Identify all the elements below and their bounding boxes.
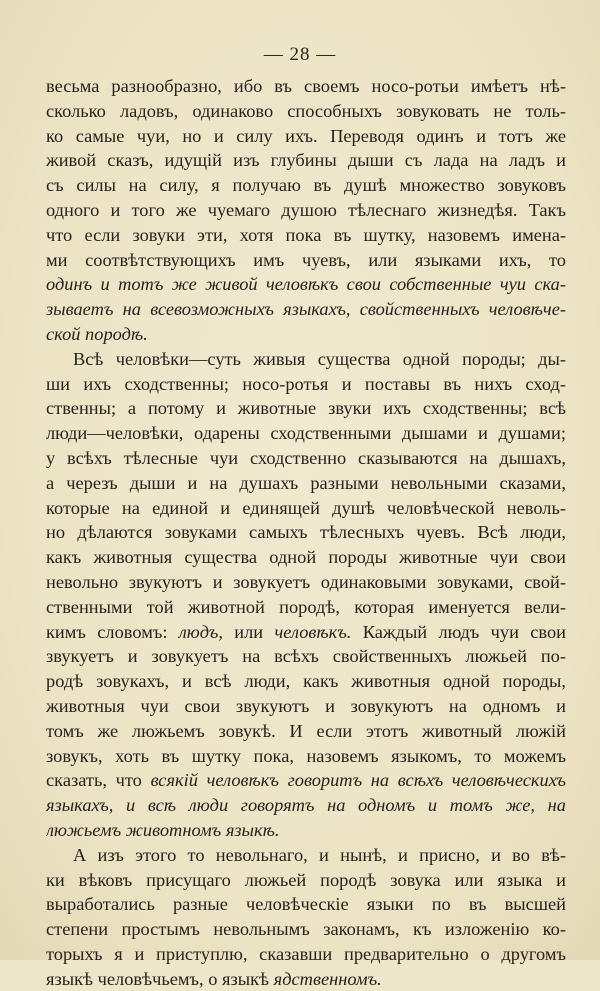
text-line: языкѣ человѣчьемъ, о языкѣ ядственномъ. <box>46 968 382 989</box>
text-line: сказать, что всякій человѣкъ говоритъ на всѣхъ человѣческихъ <box>46 770 566 791</box>
text-line: Всѣ человѣки—суть живыя существа одной породы; ды- <box>73 348 566 369</box>
text-line: ственны; а потому и животные звуки ихъ сходственны; всѣ <box>46 398 566 419</box>
text-line: но дѣлаются зовуками самыхъ тѣлесныхъ чуевъ. Всѣ люди, <box>46 522 566 543</box>
text-line: люжьемъ животномъ языкѣ. <box>46 819 280 840</box>
text-line: одного и того же чуемаго душою тѣлеснаго жизнедѣя. Такъ <box>46 199 566 220</box>
text-line: звукуетъ и зовукуетъ на всѣхъ свойственныхъ люжьей по- <box>46 646 566 667</box>
text-line: степени простымъ невольнымъ законамъ, къ изложенію ко- <box>46 919 566 940</box>
text-line: томъ же люжьемъ зовукѣ. И если этотъ животный люжій <box>46 720 566 741</box>
text-line: выработались разные человѣческіе языки по въ высшей <box>46 894 566 915</box>
body-text <box>46 74 566 991</box>
text-line: кимъ словомъ: людъ, или человѣкъ. Каждый людъ чуи свои <box>46 621 566 642</box>
text-line: а черезъ дыши и на душахъ разными невольными сказами, <box>46 472 566 493</box>
text-line: одинъ и тотъ же живой человѣкъ свои собственные чуи ска- <box>46 274 566 295</box>
text-line: ки вѣковъ присущаго люжьей породѣ зовука или языка и <box>46 869 566 890</box>
text-line: ши ихъ сходственны; носо-ротья и поставы въ нихъ сход- <box>46 373 566 394</box>
text-line: ми соотвѣтствующихъ имъ чуевъ, или языками ихъ, то <box>46 249 566 270</box>
text-line: торыхъ я и приступлю, сказавши предварительно о другомъ <box>46 943 566 964</box>
text-line: живой сказъ, идущій изъ глубины дыши съ лада на ладъ и <box>46 150 566 171</box>
text-line: что если зовуки эти, хотя пока въ шутку, назовемъ имена- <box>46 224 566 245</box>
text-line: животныя чуи свои звукуютъ и зовукуютъ на одномъ и <box>46 695 566 716</box>
text-line: сколько ладовъ, одинаково способныхъ зовуковать не толь- <box>46 100 566 121</box>
text-line: которые на единой и единящей душѣ человѣческой неволь- <box>46 497 566 518</box>
text-line: ской породѣ. <box>46 323 148 344</box>
text-line: люди—человѣки, одарены сходственными дышами и душами; <box>46 423 566 444</box>
text-line: А изъ этого то невольнаго, и нынѣ, и присно, и во вѣ- <box>73 844 566 865</box>
text-line: языкахъ, и всѣ люди говорятъ на одномъ и томъ же, на <box>46 795 566 816</box>
text-line: невольно звукуютъ и зовукуетъ одинаковыми зовуками, свой- <box>46 571 566 592</box>
text-line: зовукъ, хоть въ шутку пока, назовемъ языкомъ, то можемъ <box>46 745 566 766</box>
text-line: какъ животныя существа одной породы животные чуи свои <box>46 547 566 568</box>
text-line: ственными той животной породѣ, которая именуется вели- <box>46 596 566 617</box>
text-line: родѣ зовукахъ, и всѣ люди, какъ животныя одной породы, <box>46 671 566 692</box>
page-number: — 28 — <box>263 44 337 65</box>
text-line: съ силы на силу, я получаю въ душѣ множество зовуковъ <box>46 175 566 196</box>
text-line: весьма разнообразно, ибо въ своемъ носо-ротьи имѣетъ нѣ- <box>46 76 566 96</box>
text-line: у всѣхъ тѣлесные чуи сходственно сказываются на дышахъ, <box>46 447 566 468</box>
text-line: ко самые чуи, но и силу ихъ. Переводя одинъ и тотъ же <box>46 125 566 146</box>
text-line: зываетъ на всевозможныхъ языкахъ, свойственныхъ человѣче- <box>46 299 566 320</box>
